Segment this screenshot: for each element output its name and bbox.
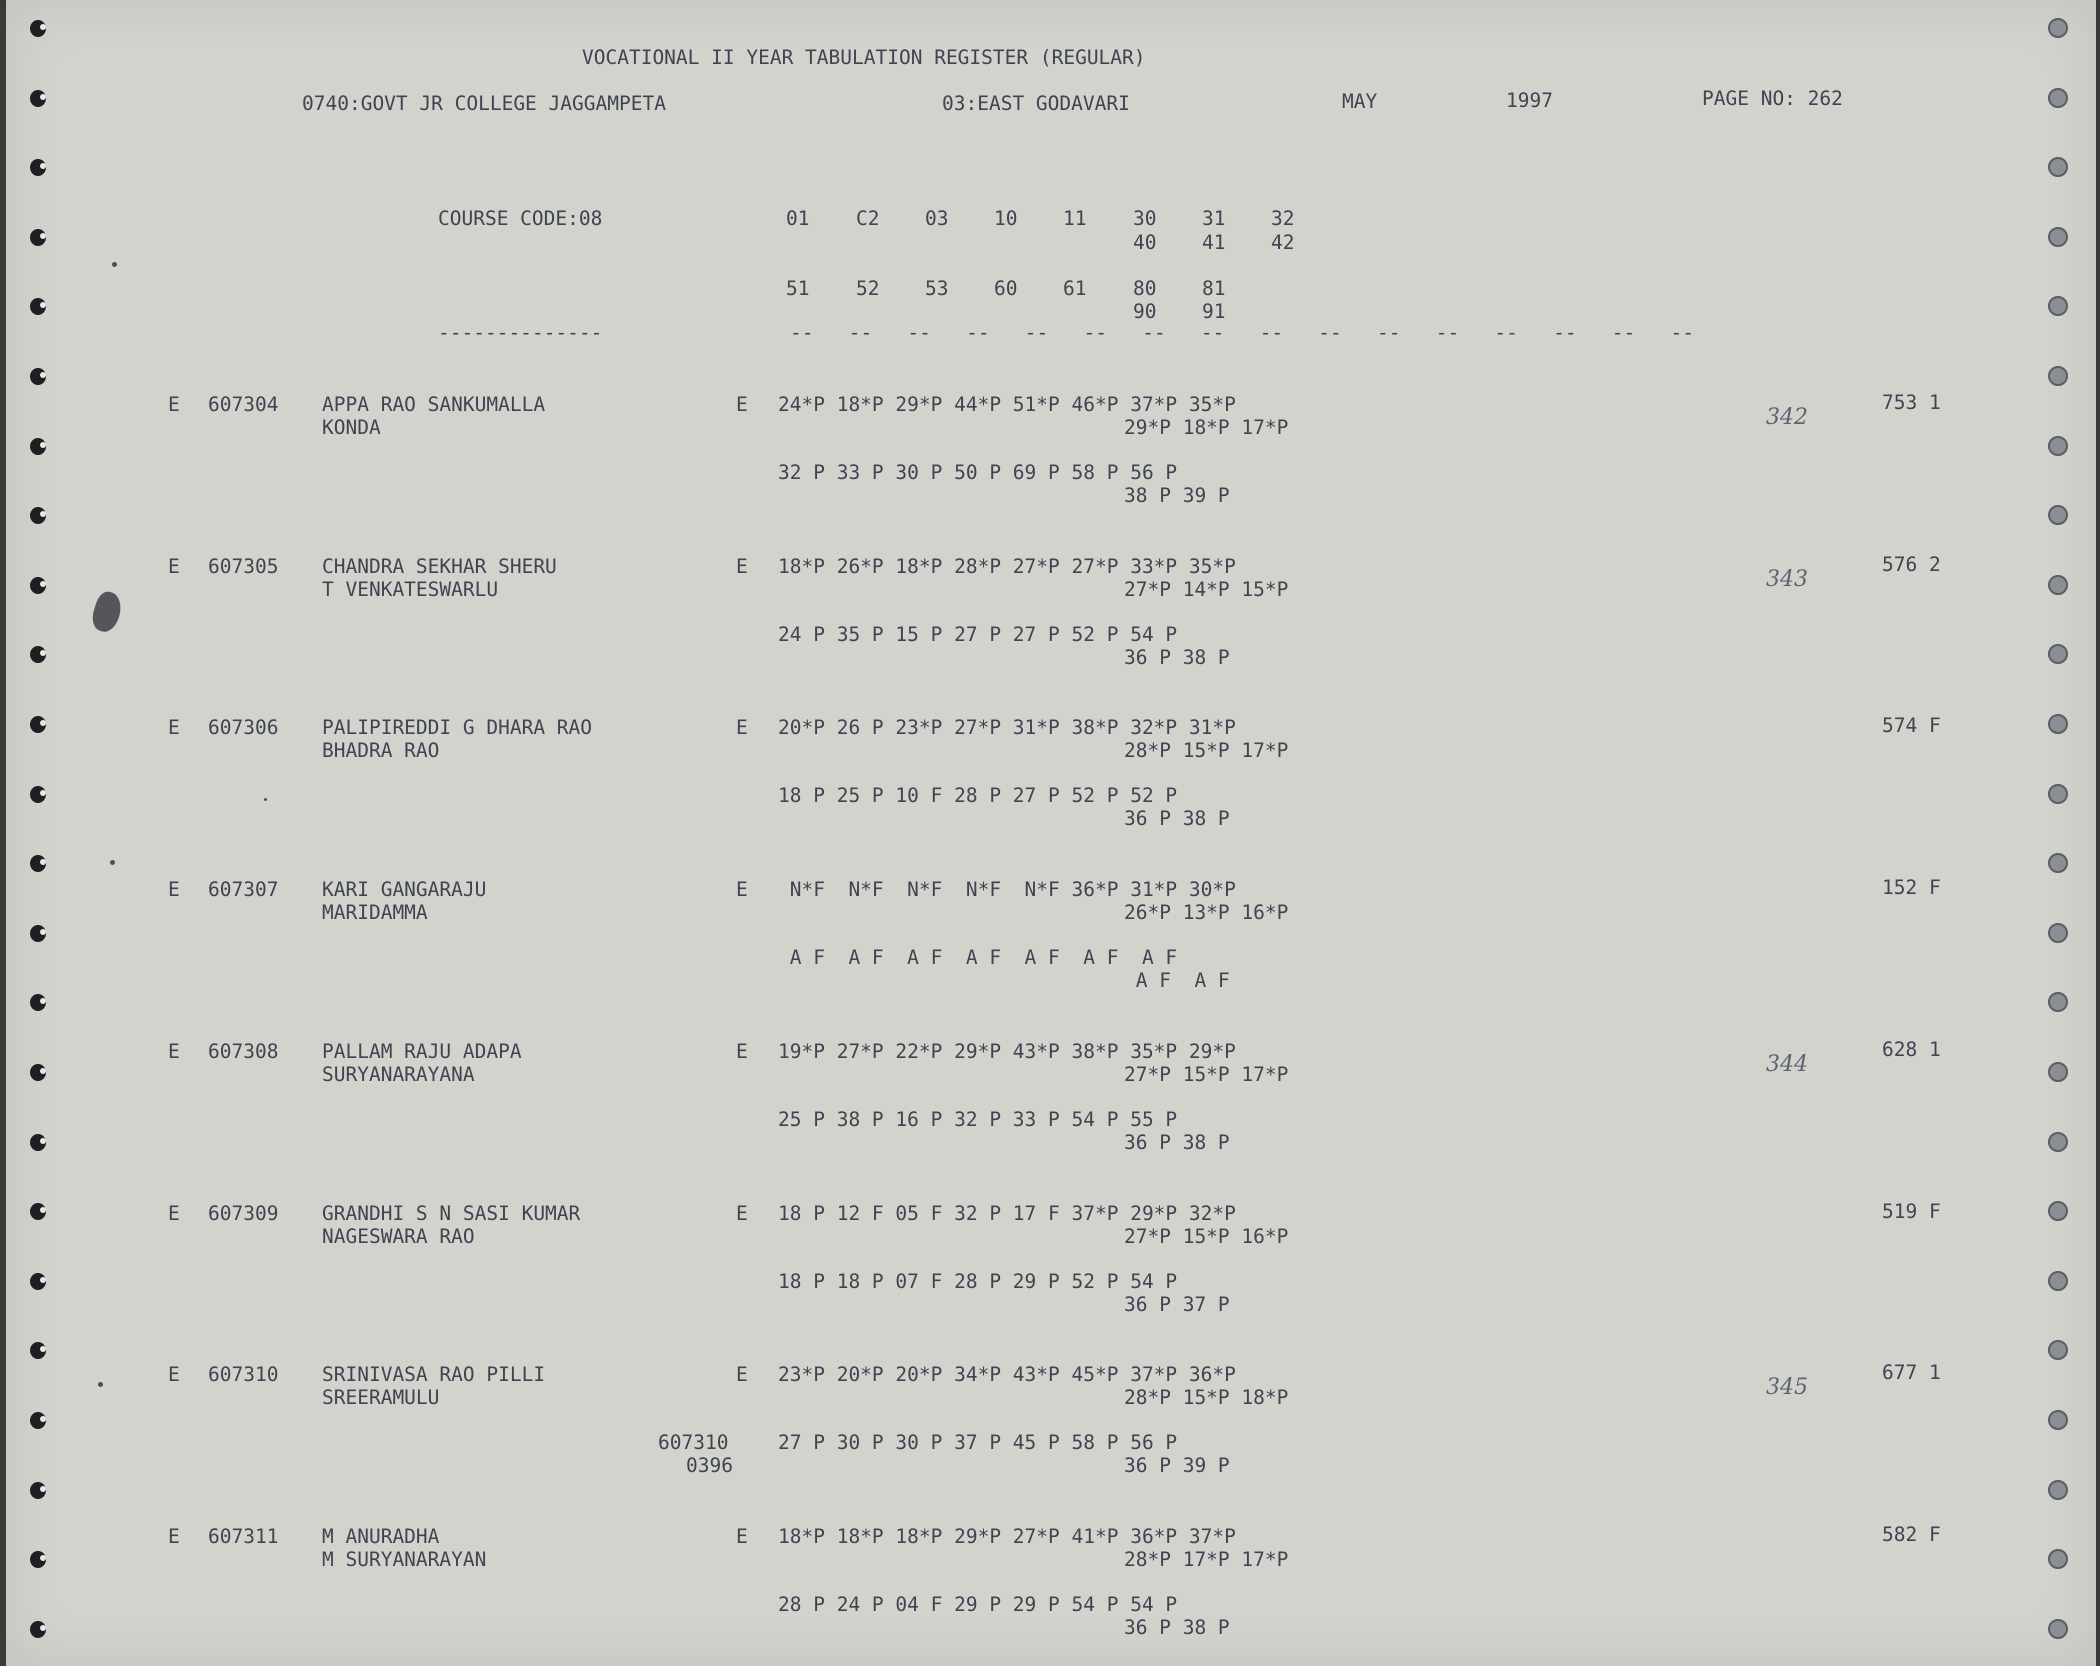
- medium-code: E: [736, 1363, 748, 1386]
- feed-hole-highlight: [40, 1625, 46, 1631]
- student-name: APPA RAO SANKUMALLA: [322, 393, 546, 416]
- parent-name: SREERAMULU: [322, 1386, 440, 1409]
- record-note-2: 0396: [686, 1454, 733, 1477]
- feed-hole-highlight: [40, 442, 46, 448]
- marks-line-1: 18 P 12 F 05 F 32 P 17 F 37*P 29*P 32*P: [778, 1202, 1236, 1225]
- stream-code: E: [168, 1525, 180, 1548]
- medium-code: E: [736, 1525, 748, 1548]
- roll-number: 607304: [208, 393, 279, 416]
- marks-line-4: 36 P 37 P: [1124, 1293, 1230, 1316]
- feed-hole-highlight: [40, 24, 46, 30]
- subject-code: 32: [1271, 207, 1295, 230]
- roll-number: 607309: [208, 1202, 279, 1225]
- feed-hole-highlight: [40, 1068, 46, 1074]
- roll-number: 607305: [208, 555, 279, 578]
- marks-line-4: 36 P 39 P: [1124, 1454, 1230, 1477]
- marks-line-4: 36 P 38 P: [1124, 807, 1230, 830]
- feed-hole-highlight: [40, 929, 46, 935]
- parent-name: SURYANARAYANA: [322, 1063, 475, 1086]
- marks-line-3: 18 P 25 P 10 F 28 P 27 P 52 P 52 P: [778, 784, 1178, 807]
- student-name: M ANURADHA: [322, 1525, 440, 1548]
- marks-line-3: 32 P 33 P 30 P 50 P 69 P 58 P 56 P: [778, 461, 1178, 484]
- feed-hole: [2048, 18, 2068, 38]
- stream-code: E: [168, 1202, 180, 1225]
- medium-code: E: [736, 555, 748, 578]
- feed-hole-highlight: [40, 1416, 46, 1422]
- speck: [112, 262, 117, 267]
- student-name: CHANDRA SEKHAR SHERU: [322, 555, 557, 578]
- subject-code: 91: [1202, 300, 1226, 323]
- student-name: PALLAM RAJU ADAPA: [322, 1040, 522, 1063]
- feed-hole: [2048, 1271, 2068, 1291]
- total-and-result: 519 F: [1882, 1200, 1941, 1223]
- student-name: PALIPIREDDI G DHARA RAO: [322, 716, 593, 739]
- handwritten-serial: 345: [1766, 1375, 1808, 1400]
- marks-line-4: 36 P 38 P: [1124, 646, 1230, 669]
- subject-code: 81: [1202, 277, 1226, 300]
- speck: [264, 798, 267, 801]
- subject-code: 41: [1202, 231, 1226, 254]
- feed-hole-highlight: [40, 1138, 46, 1144]
- register-title: VOCATIONAL II YEAR TABULATION REGISTER (REGULAR): [582, 46, 1146, 69]
- subject-code: 03: [925, 207, 949, 230]
- marks-line-2: 27*P 15*P 17*P: [1124, 1063, 1289, 1086]
- feed-hole: [2048, 1410, 2068, 1430]
- total-and-result: 753 1: [1882, 391, 1941, 414]
- feed-hole: [2048, 644, 2068, 664]
- roll-number: 607307: [208, 878, 279, 901]
- total-and-result: 677 1: [1882, 1361, 1941, 1384]
- course-code-underline: --------------: [438, 321, 603, 344]
- medium-code: E: [736, 1202, 748, 1225]
- subject-code: 52: [856, 277, 880, 300]
- roll-number: 607306: [208, 716, 279, 739]
- feed-hole-highlight: [40, 1277, 46, 1283]
- marks-line-2: 27*P 15*P 16*P: [1124, 1225, 1289, 1248]
- record-note: 607310: [658, 1431, 729, 1454]
- marks-line-2: 28*P 15*P 17*P: [1124, 739, 1289, 762]
- student-name: GRANDHI S N SASI KUMAR: [322, 1202, 581, 1225]
- college-name: 0740:GOVT JR COLLEGE JAGGAMPETA: [302, 92, 666, 115]
- subject-code: 53: [925, 277, 949, 300]
- subject-code: 42: [1271, 231, 1295, 254]
- page-number: PAGE NO: 262: [1702, 87, 1843, 110]
- subject-code: 01: [786, 207, 810, 230]
- feed-hole: [2048, 436, 2068, 456]
- feed-hole-highlight: [40, 581, 46, 587]
- marks-line-1: 24*P 18*P 29*P 44*P 51*P 46*P 37*P 35*P: [778, 393, 1236, 416]
- feed-hole: [2048, 1132, 2068, 1152]
- feed-hole: [2048, 1619, 2068, 1639]
- parent-name: T VENKATESWARLU: [322, 578, 499, 601]
- marks-line-1: 20*P 26 P 23*P 27*P 31*P 38*P 32*P 31*P: [778, 716, 1236, 739]
- stream-code: E: [168, 393, 180, 416]
- subject-code: 60: [994, 277, 1018, 300]
- exam-year: 1997: [1506, 89, 1553, 112]
- stream-code: E: [168, 555, 180, 578]
- subject-code: 40: [1133, 231, 1157, 254]
- medium-code: E: [736, 393, 748, 416]
- feed-hole-highlight: [40, 790, 46, 796]
- feed-hole-highlight: [40, 372, 46, 378]
- feed-hole: [2048, 1480, 2068, 1500]
- feed-hole: [2048, 88, 2068, 108]
- subject-code: 51: [786, 277, 810, 300]
- feed-hole: [2048, 227, 2068, 247]
- feed-hole: [2048, 1549, 2068, 1569]
- feed-hole: [2048, 1340, 2068, 1360]
- handwritten-serial: 342: [1766, 405, 1808, 430]
- marks-line-2: 28*P 17*P 17*P: [1124, 1548, 1289, 1571]
- subject-code: 80: [1133, 277, 1157, 300]
- feed-hole: [2048, 784, 2068, 804]
- roll-number: 607310: [208, 1363, 279, 1386]
- course-code: COURSE CODE:08: [438, 207, 603, 230]
- feed-hole: [2048, 505, 2068, 525]
- feed-hole-highlight: [40, 720, 46, 726]
- feed-hole: [2048, 992, 2068, 1012]
- feed-hole: [2048, 366, 2068, 386]
- feed-hole-highlight: [40, 1486, 46, 1492]
- roll-number: 607311: [208, 1525, 279, 1548]
- parent-name: BHADRA RAO: [322, 739, 440, 762]
- marks-line-1: 23*P 20*P 20*P 34*P 43*P 45*P 37*P 36*P: [778, 1363, 1236, 1386]
- marks-line-3: 18 P 18 P 07 F 28 P 29 P 52 P 54 P: [778, 1270, 1178, 1293]
- total-and-result: 582 F: [1882, 1523, 1941, 1546]
- exam-month: MAY: [1342, 90, 1378, 113]
- handwritten-serial: 344: [1766, 1052, 1808, 1077]
- marks-line-1: 18*P 26*P 18*P 28*P 27*P 27*P 33*P 35*P: [778, 555, 1236, 578]
- marks-line-3: 28 P 24 P 04 F 29 P 29 P 54 P 54 P: [778, 1593, 1178, 1616]
- tabulation-register-sheet: [6, 0, 2096, 1666]
- stream-code: E: [168, 1040, 180, 1063]
- parent-name: M SURYANARAYAN: [322, 1548, 487, 1571]
- marks-line-3: A F A F A F A F A F A F A F: [778, 946, 1178, 969]
- marks-line-2: 29*P 18*P 17*P: [1124, 416, 1289, 439]
- ink-smudge: [88, 589, 125, 635]
- stream-code: E: [168, 716, 180, 739]
- feed-hole: [2048, 296, 2068, 316]
- student-name: SRINIVASA RAO PILLI: [322, 1363, 546, 1386]
- marks-line-4: 38 P 39 P: [1124, 484, 1230, 507]
- marks-line-3: 27 P 30 P 30 P 37 P 45 P 58 P 56 P: [778, 1431, 1178, 1454]
- marks-line-4: 36 P 38 P: [1124, 1616, 1230, 1639]
- feed-hole: [2048, 157, 2068, 177]
- total-and-result: 576 2: [1882, 553, 1941, 576]
- parent-name: KONDA: [322, 416, 381, 439]
- speck: [98, 1382, 103, 1387]
- total-and-result: 574 F: [1882, 714, 1941, 737]
- medium-code: E: [736, 1040, 748, 1063]
- stream-code: E: [168, 878, 180, 901]
- subject-code: 90: [1133, 300, 1157, 323]
- subject-code: 31: [1202, 207, 1226, 230]
- column-dash-rule: -- -- -- -- -- -- -- -- -- -- -- -- -- -- -- --: [790, 321, 1694, 344]
- stream-code: E: [168, 1363, 180, 1386]
- subject-code: 61: [1063, 277, 1087, 300]
- speck: [110, 860, 115, 865]
- total-and-result: 628 1: [1882, 1038, 1941, 1061]
- marks-line-3: 25 P 38 P 16 P 32 P 33 P 54 P 55 P: [778, 1108, 1178, 1131]
- student-name: KARI GANGARAJU: [322, 878, 487, 901]
- feed-hole-highlight: [40, 233, 46, 239]
- handwritten-serial: 343: [1766, 567, 1808, 592]
- marks-line-4: A F A F: [1124, 969, 1230, 992]
- marks-line-1: 18*P 18*P 18*P 29*P 27*P 41*P 36*P 37*P: [778, 1525, 1236, 1548]
- feed-hole: [2048, 575, 2068, 595]
- subject-code: 30: [1133, 207, 1157, 230]
- feed-hole-highlight: [40, 94, 46, 100]
- marks-line-1: 19*P 27*P 22*P 29*P 43*P 38*P 35*P 29*P: [778, 1040, 1236, 1063]
- feed-hole: [2048, 1201, 2068, 1221]
- marks-line-4: 36 P 38 P: [1124, 1131, 1230, 1154]
- total-and-result: 152 F: [1882, 876, 1941, 899]
- subject-code: 11: [1063, 207, 1087, 230]
- roll-number: 607308: [208, 1040, 279, 1063]
- parent-name: MARIDAMMA: [322, 901, 428, 924]
- medium-code: E: [736, 878, 748, 901]
- marks-line-2: 28*P 15*P 18*P: [1124, 1386, 1289, 1409]
- subject-code: C2: [856, 207, 880, 230]
- feed-hole: [2048, 923, 2068, 943]
- medium-code: E: [736, 716, 748, 739]
- district-name: 03:EAST GODAVARI: [942, 92, 1130, 115]
- feed-hole: [2048, 1062, 2068, 1082]
- parent-name: NAGESWARA RAO: [322, 1225, 475, 1248]
- marks-line-1: N*F N*F N*F N*F N*F 36*P 31*P 30*P: [778, 878, 1236, 901]
- subject-code: 10: [994, 207, 1018, 230]
- marks-line-2: 27*P 14*P 15*P: [1124, 578, 1289, 601]
- marks-line-2: 26*P 13*P 16*P: [1124, 901, 1289, 924]
- marks-line-3: 24 P 35 P 15 P 27 P 27 P 52 P 54 P: [778, 623, 1178, 646]
- feed-hole: [2048, 714, 2068, 734]
- feed-hole: [2048, 853, 2068, 873]
